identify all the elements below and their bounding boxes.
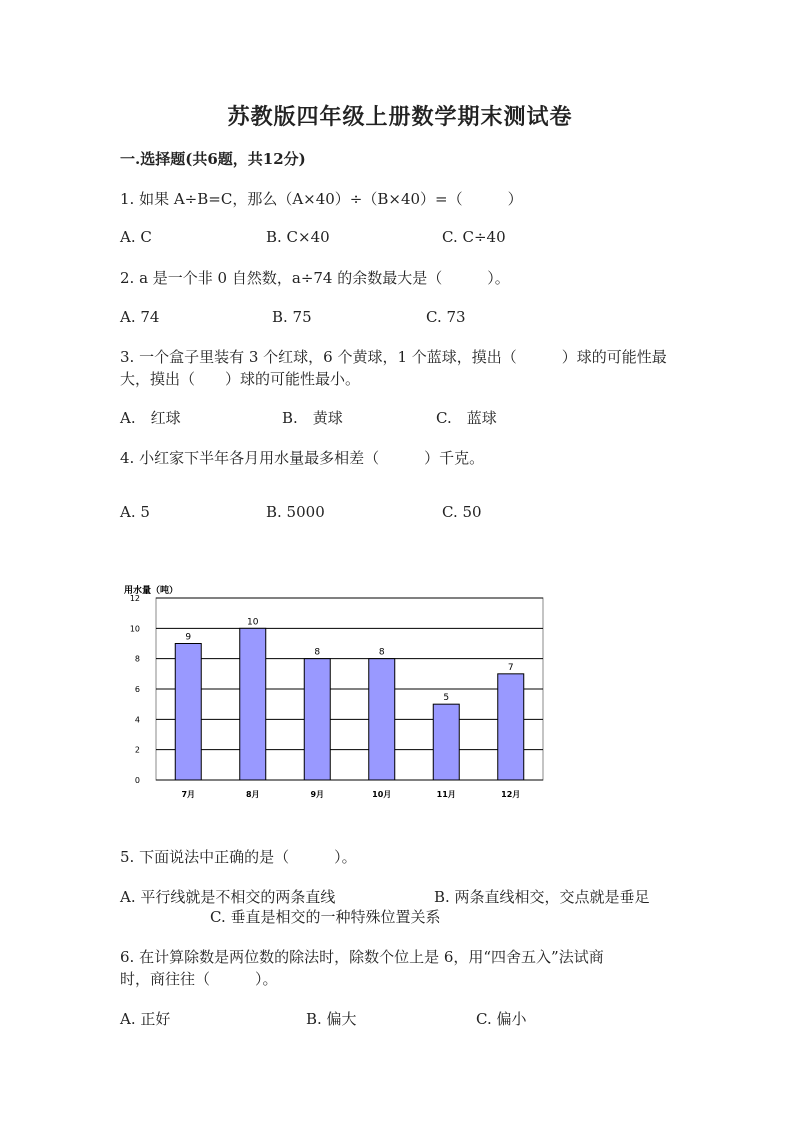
question-4-option-a: A. 5 bbox=[120, 503, 150, 521]
question-4-stem: 4. 小红家下半年各月用水量最多相差（ ）千克。 bbox=[120, 449, 485, 467]
y-tick-label: 12 bbox=[129, 594, 140, 603]
question-6-stem-line-2: 时，商往往（ ）。 bbox=[120, 970, 278, 988]
question-1-option-c: C. C÷40 bbox=[442, 228, 506, 246]
y-tick-label: 4 bbox=[134, 715, 140, 725]
data-label: 8 bbox=[378, 647, 385, 658]
question-5-option-b: B. 两条直线相交，交点就是垂足 bbox=[434, 888, 650, 906]
bar bbox=[304, 659, 330, 780]
question-3-option-a: A. 红球 bbox=[120, 409, 181, 427]
question-2-option-c: C. 73 bbox=[426, 308, 466, 326]
y-tick-label: 2 bbox=[134, 745, 140, 755]
question-6-option-c: C. 偏小 bbox=[476, 1010, 527, 1028]
chart-grid bbox=[156, 598, 543, 780]
y-tick-label: 8 bbox=[134, 654, 140, 664]
x-tick-label: 9月 bbox=[310, 790, 325, 799]
question-1-option-b: B. C×40 bbox=[266, 228, 330, 246]
question-3-option-b: B. 黄球 bbox=[282, 409, 343, 427]
question-3-stem-line-2: 大，摸出（ ）球的可能性最小。 bbox=[120, 370, 361, 388]
x-tick-label: 10月 bbox=[372, 790, 392, 799]
data-label: 9 bbox=[185, 632, 192, 643]
question-3-option-c: C. 蓝球 bbox=[436, 409, 497, 427]
bar bbox=[175, 644, 201, 781]
question-4-option-b: B. 5000 bbox=[266, 503, 325, 521]
bar bbox=[240, 628, 266, 780]
question-5-stem: 5. 下面说法中正确的是（ ）。 bbox=[120, 848, 357, 866]
question-4-option-c: C. 50 bbox=[442, 503, 482, 521]
x-tick-label: 11月 bbox=[436, 790, 456, 799]
question-5-option-a: A. 平行线就是不相交的两条直线 bbox=[120, 888, 336, 906]
data-label: 10 bbox=[247, 617, 259, 628]
question-2-option-a: A. 74 bbox=[120, 308, 160, 326]
y-tick-label: 10 bbox=[129, 624, 140, 634]
question-5-option-c: C. 垂直是相交的一种特殊位置关系 bbox=[210, 908, 441, 926]
bar bbox=[369, 659, 395, 780]
bar bbox=[433, 704, 459, 780]
y-tick-label: 6 bbox=[134, 685, 140, 694]
y-tick-label: 0 bbox=[134, 776, 140, 785]
water-usage-bar-chart bbox=[118, 582, 558, 807]
data-label: 7 bbox=[507, 662, 514, 673]
data-label: 8 bbox=[314, 647, 321, 658]
x-tick-label: 7月 bbox=[181, 790, 196, 799]
question-2-stem: 2. a 是一个非 0 自然数，a÷74 的余数最大是（ ）。 bbox=[120, 269, 510, 287]
y-axis-label: 用水量（吨） bbox=[124, 586, 179, 596]
question-1-stem: 1. 如果 A÷B=C，那么（A×40）÷（B×40）=（ ） bbox=[120, 190, 523, 208]
page-title: 苏教版四年级上册数学期末测试卷 bbox=[227, 104, 573, 130]
bar bbox=[498, 674, 524, 780]
question-1-option-a: A. C bbox=[120, 228, 152, 246]
x-tick-label: 12月 bbox=[501, 790, 521, 799]
question-3-stem-line-1: 3. 一个盒子里装有 3 个红球，6 个黄球，1 个蓝球，摸出（ ）球的可能性最 bbox=[120, 348, 667, 366]
question-6-option-b: B. 偏大 bbox=[306, 1010, 357, 1028]
chart-bars bbox=[175, 628, 524, 780]
question-6-option-a: A. 正好 bbox=[120, 1010, 171, 1028]
question-2-option-b: B. 75 bbox=[272, 308, 312, 326]
x-tick-label: 8月 bbox=[245, 790, 260, 799]
data-label: 5 bbox=[443, 693, 450, 704]
question-6-stem-line-1: 6. 在计算除数是两位数的除法时，除数个位上是 6，用“四舍五入”法试商 bbox=[120, 948, 604, 966]
section-heading: 一.选择题(共6题，共12分) bbox=[120, 150, 306, 168]
